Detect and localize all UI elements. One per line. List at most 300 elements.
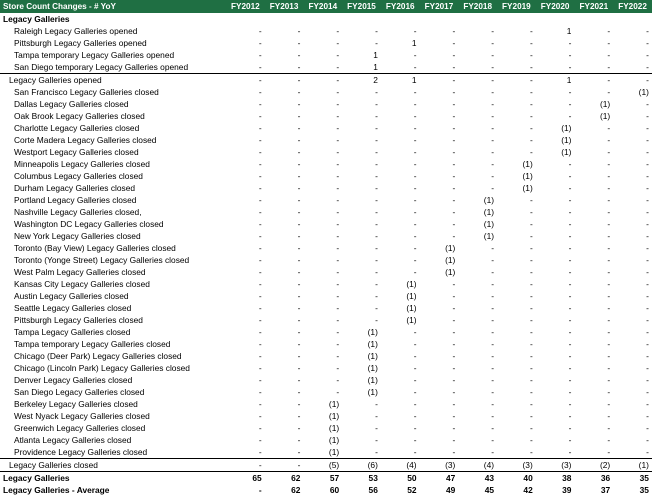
value-cell: - <box>646 99 649 109</box>
value-cell: - <box>297 243 301 253</box>
value-cell: - <box>297 87 301 97</box>
value-cell: 53 <box>342 472 381 485</box>
value-cell: (1) <box>328 435 340 445</box>
value-cell: - <box>336 303 340 313</box>
value-cell: - <box>646 171 649 181</box>
row-label: West Nyack Legacy Galleries closed <box>14 411 150 421</box>
value-cell: (1) <box>367 363 378 373</box>
value-cell: - <box>491 50 495 60</box>
value-cell: - <box>491 303 495 313</box>
value-cell: - <box>607 411 611 421</box>
value-cell: 1 <box>536 74 575 87</box>
value-cell: - <box>607 38 611 48</box>
value-cell: - <box>452 159 456 169</box>
value-cell: (1) <box>445 267 456 277</box>
value-cell: - <box>613 74 652 87</box>
row-label: Legacy Galleries closed <box>0 459 226 472</box>
value-cell: - <box>529 62 533 72</box>
closing-row <box>0 350 652 362</box>
year-header: FY2015 <box>342 0 381 13</box>
closing-row <box>0 98 652 110</box>
value-cell: - <box>258 207 262 217</box>
year-header: FY2014 <box>303 0 342 13</box>
value-cell: - <box>413 447 417 457</box>
value-cell: - <box>258 423 262 433</box>
value-cell: - <box>258 315 262 325</box>
value-cell: - <box>336 351 340 361</box>
value-cell: - <box>452 327 456 337</box>
value-cell: (4) <box>458 459 497 472</box>
value-cell: - <box>646 50 649 60</box>
value-cell: - <box>646 423 649 433</box>
year-header: FY2020 <box>536 0 575 13</box>
value-cell: - <box>413 411 417 421</box>
value-cell: - <box>607 291 611 301</box>
value-cell: - <box>258 399 262 409</box>
row-label: Chicago (Deer Park) Legacy Galleries closed <box>14 351 182 361</box>
closing-row <box>0 422 652 434</box>
closing-row <box>0 158 652 170</box>
value-cell: - <box>529 243 533 253</box>
value-cell: (1) <box>367 351 378 361</box>
value-cell: - <box>607 231 611 241</box>
year-header: FY2012 <box>226 0 265 13</box>
value-cell: - <box>258 447 262 457</box>
value-cell: - <box>413 423 417 433</box>
value-cell: - <box>491 447 495 457</box>
value-cell: - <box>529 99 533 109</box>
value-cell: - <box>607 87 611 97</box>
value-cell: - <box>297 147 301 157</box>
value-cell: - <box>607 363 611 373</box>
value-cell: - <box>336 363 340 373</box>
total-row <box>0 484 652 496</box>
value-cell: - <box>529 423 533 433</box>
value-cell: - <box>413 123 417 133</box>
value-cell: - <box>646 123 649 133</box>
value-cell: - <box>529 351 533 361</box>
value-cell: - <box>226 459 265 472</box>
opening-row <box>0 49 652 61</box>
value-cell: - <box>529 399 533 409</box>
value-cell: - <box>529 219 533 229</box>
row-label: Nashville Legacy Galleries closed, <box>14 207 142 217</box>
closing-row <box>0 338 652 350</box>
value-cell: - <box>458 74 497 87</box>
value-cell: 57 <box>303 472 342 485</box>
value-cell: - <box>529 411 533 421</box>
closing-row <box>0 314 652 326</box>
value-cell: - <box>452 87 456 97</box>
value-cell: - <box>375 207 378 217</box>
value-cell: (3) <box>420 459 459 472</box>
row-label: Washington DC Legacy Galleries closed <box>14 219 164 229</box>
value-cell: - <box>336 267 340 277</box>
value-cell: - <box>646 279 649 289</box>
closing-row <box>0 362 652 374</box>
row-label: Columbus Legacy Galleries closed <box>14 171 143 181</box>
value-cell: - <box>607 315 611 325</box>
value-cell: (1) <box>483 195 495 205</box>
value-cell: - <box>452 315 456 325</box>
closing-row <box>0 326 652 338</box>
value-cell: - <box>336 255 340 265</box>
row-label: Chicago (Lincoln Park) Legacy Galleries closed <box>14 363 190 373</box>
value-cell: - <box>413 183 417 193</box>
year-header: FY2017 <box>420 0 459 13</box>
value-cell: - <box>607 183 611 193</box>
value-cell: - <box>568 87 572 97</box>
value-cell: - <box>491 38 495 48</box>
value-cell: - <box>529 435 533 445</box>
closing-row <box>0 434 652 446</box>
value-cell: - <box>568 231 572 241</box>
value-cell: 36 <box>574 472 613 485</box>
value-cell: - <box>568 195 572 205</box>
value-cell: - <box>646 111 649 121</box>
value-cell: - <box>452 447 456 457</box>
value-cell: - <box>568 62 572 72</box>
value-cell: - <box>375 99 378 109</box>
value-cell: 2 <box>342 74 381 87</box>
value-cell: (1) <box>445 255 456 265</box>
row-label: Legacy Galleries <box>0 472 226 485</box>
section-row <box>0 13 652 25</box>
value-cell: - <box>646 38 649 48</box>
value-cell: - <box>297 411 301 421</box>
value-cell: - <box>413 435 417 445</box>
value-cell: - <box>413 87 417 97</box>
value-cell: (1) <box>328 423 340 433</box>
value-cell: - <box>529 363 533 373</box>
value-cell: - <box>607 375 611 385</box>
value-cell: - <box>258 387 262 397</box>
value-cell: - <box>568 375 572 385</box>
value-cell: - <box>336 111 340 121</box>
value-cell: - <box>646 327 649 337</box>
value-cell: (2) <box>574 459 613 472</box>
value-cell: (6) <box>342 459 381 472</box>
value-cell: (1) <box>561 147 572 157</box>
row-label: Raleigh Legacy Galleries opened <box>14 26 138 36</box>
value-cell: - <box>336 62 340 72</box>
value-cell: (1) <box>367 327 378 337</box>
value-cell: (1) <box>406 279 417 289</box>
value-cell: - <box>568 279 572 289</box>
value-cell: - <box>491 363 495 373</box>
value-cell: - <box>297 303 301 313</box>
value-cell: - <box>607 435 611 445</box>
value-cell: (1) <box>613 459 652 472</box>
closing-row <box>0 218 652 230</box>
value-cell: - <box>568 423 572 433</box>
value-cell: - <box>297 159 301 169</box>
value-cell: - <box>568 315 572 325</box>
value-cell: - <box>375 267 378 277</box>
closing-row <box>0 122 652 134</box>
value-cell: 50 <box>381 472 420 485</box>
value-cell: - <box>529 375 533 385</box>
value-cell: - <box>375 123 378 133</box>
value-cell: - <box>529 387 533 397</box>
value-cell: - <box>568 411 572 421</box>
value-cell: - <box>258 327 262 337</box>
value-cell: (1) <box>367 375 378 385</box>
value-cell: - <box>607 159 611 169</box>
value-cell: - <box>258 111 262 121</box>
row-label: Tampa temporary Legacy Galleries opened <box>14 50 175 60</box>
value-cell: - <box>297 171 301 181</box>
value-cell: - <box>607 267 611 277</box>
value-cell: - <box>452 423 456 433</box>
row-label: Tampa Legacy Galleries closed <box>14 327 131 337</box>
value-cell: - <box>646 339 649 349</box>
value-cell: - <box>491 279 495 289</box>
value-cell: - <box>452 99 456 109</box>
value-cell: - <box>336 219 340 229</box>
value-cell: - <box>258 62 262 72</box>
value-cell: - <box>646 447 649 457</box>
value-cell: (5) <box>303 459 342 472</box>
value-cell: - <box>568 255 572 265</box>
value-cell: - <box>607 195 611 205</box>
row-label: San Francisco Legacy Galleries closed <box>14 87 159 97</box>
value-cell: - <box>413 195 417 205</box>
value-cell: - <box>413 50 417 60</box>
closing-row <box>0 290 652 302</box>
row-label: Durham Legacy Galleries closed <box>14 183 136 193</box>
value-cell: - <box>258 147 262 157</box>
value-cell: - <box>568 183 572 193</box>
value-cell: - <box>491 135 495 145</box>
value-cell: (1) <box>406 303 417 313</box>
value-cell: - <box>265 459 304 472</box>
value-cell: - <box>452 171 456 181</box>
value-cell: - <box>375 219 378 229</box>
value-cell: (1) <box>328 411 340 421</box>
value-cell: - <box>452 38 456 48</box>
row-label: Westport Legacy Galleries closed <box>14 147 139 157</box>
value-cell: - <box>607 26 611 36</box>
value-cell: - <box>420 74 459 87</box>
table-body <box>0 13 652 496</box>
value-cell: - <box>258 50 262 60</box>
row-label: Greenwich Legacy Galleries closed <box>14 423 146 433</box>
value-cell: - <box>607 147 611 157</box>
value-cell: - <box>375 435 378 445</box>
value-cell: - <box>375 159 378 169</box>
value-cell: - <box>529 135 533 145</box>
value-cell: - <box>607 399 611 409</box>
value-cell: - <box>336 387 340 397</box>
value-cell: - <box>297 38 301 48</box>
value-cell: (1) <box>561 135 572 145</box>
value-cell: - <box>568 159 572 169</box>
value-cell: - <box>529 231 533 241</box>
value-cell: - <box>258 38 262 48</box>
value-cell: - <box>607 50 611 60</box>
closing-row <box>0 146 652 158</box>
value-cell: - <box>297 399 301 409</box>
year-header: FY2018 <box>458 0 497 13</box>
value-cell: - <box>297 279 301 289</box>
value-cell: - <box>568 447 572 457</box>
value-cell: - <box>336 171 340 181</box>
value-cell: - <box>336 123 340 133</box>
value-cell: 47 <box>420 472 459 485</box>
value-cell: - <box>375 111 378 121</box>
value-cell: 1 <box>373 50 378 60</box>
value-cell: - <box>646 315 649 325</box>
value-cell: - <box>529 279 533 289</box>
value-cell: - <box>297 447 301 457</box>
closing-row <box>0 182 652 194</box>
value-cell: - <box>607 339 611 349</box>
value-cell: - <box>375 183 378 193</box>
value-cell: - <box>529 267 533 277</box>
value-cell: - <box>607 279 611 289</box>
value-cell: - <box>297 99 301 109</box>
value-cell: - <box>452 147 456 157</box>
value-cell: - <box>258 291 262 301</box>
value-cell: 45 <box>484 485 495 495</box>
value-cell: - <box>452 26 456 36</box>
value-cell: - <box>529 195 533 205</box>
value-cell: - <box>336 375 340 385</box>
value-cell: - <box>413 219 417 229</box>
value-cell: - <box>607 387 611 397</box>
value-cell: - <box>258 339 262 349</box>
value-cell: - <box>646 219 649 229</box>
value-cell: - <box>491 423 495 433</box>
value-cell: - <box>646 387 649 397</box>
value-cell: - <box>568 327 572 337</box>
value-cell: - <box>297 183 301 193</box>
value-cell: - <box>607 62 611 72</box>
value-cell: - <box>607 135 611 145</box>
value-cell: - <box>607 255 611 265</box>
opening-row <box>0 37 652 49</box>
value-cell: - <box>529 123 533 133</box>
value-cell: - <box>529 327 533 337</box>
value-cell: - <box>568 267 572 277</box>
value-cell: - <box>297 387 301 397</box>
value-cell: 1 <box>566 26 572 36</box>
header-row <box>0 0 652 13</box>
row-label: Legacy Galleries - Average <box>3 485 110 495</box>
value-cell: - <box>375 303 378 313</box>
row-label: Kansas City Legacy Galleries closed <box>14 279 150 289</box>
value-cell: 60 <box>329 485 340 495</box>
value-cell: - <box>491 147 495 157</box>
value-cell: - <box>529 291 533 301</box>
value-cell: - <box>336 279 340 289</box>
value-cell: - <box>491 351 495 361</box>
row-label: Oak Brook Legacy Galleries closed <box>14 111 145 121</box>
value-cell: - <box>258 99 262 109</box>
value-cell: - <box>258 255 262 265</box>
value-cell: - <box>529 255 533 265</box>
value-cell: - <box>646 207 649 217</box>
value-cell: - <box>258 183 262 193</box>
value-cell: - <box>646 291 649 301</box>
closing-row <box>0 134 652 146</box>
value-cell: - <box>258 159 262 169</box>
value-cell: - <box>297 123 301 133</box>
value-cell: - <box>607 423 611 433</box>
value-cell: - <box>607 243 611 253</box>
value-cell: 56 <box>368 485 378 495</box>
value-cell: - <box>452 183 456 193</box>
value-cell: - <box>297 111 301 121</box>
row-label: San Diego Legacy Galleries closed <box>14 387 145 397</box>
value-cell: - <box>297 291 301 301</box>
row-label: Toronto (Yonge Street) Legacy Galleries closed <box>14 255 190 265</box>
value-cell: - <box>568 303 572 313</box>
value-cell: - <box>258 26 262 36</box>
row-label: Corte Madera Legacy Galleries closed <box>14 135 157 145</box>
value-cell: - <box>529 87 533 97</box>
value-cell: (1) <box>328 447 340 457</box>
value-cell: 62 <box>291 485 301 495</box>
value-cell: (1) <box>522 171 533 181</box>
value-cell: - <box>336 327 340 337</box>
value-cell: - <box>297 267 301 277</box>
closing-row <box>0 374 652 386</box>
value-cell: - <box>568 399 572 409</box>
value-cell: 35 <box>613 472 652 485</box>
value-cell: - <box>258 435 262 445</box>
value-cell: - <box>297 26 301 36</box>
value-cell: - <box>646 399 649 409</box>
row-label: Tampa temporary Legacy Galleries closed <box>14 339 171 349</box>
value-cell: - <box>265 74 304 87</box>
value-cell: - <box>336 147 340 157</box>
value-cell: - <box>336 195 340 205</box>
value-cell: - <box>336 231 340 241</box>
value-cell: - <box>646 195 649 205</box>
value-cell: - <box>452 279 456 289</box>
row-label: Legacy Galleries opened <box>0 74 226 87</box>
value-cell: - <box>452 351 456 361</box>
value-cell: - <box>336 87 340 97</box>
value-cell: - <box>375 135 378 145</box>
value-cell: - <box>297 255 301 265</box>
opening-row <box>0 61 652 74</box>
value-cell: - <box>607 207 611 217</box>
value-cell: - <box>491 375 495 385</box>
value-cell: 1 <box>373 62 378 72</box>
value-cell: - <box>258 123 262 133</box>
value-cell: - <box>568 111 572 121</box>
value-cell: - <box>375 447 378 457</box>
closing-row <box>0 86 652 98</box>
value-cell: - <box>529 38 533 48</box>
value-cell: - <box>568 387 572 397</box>
closings-subtotal-row <box>0 459 652 472</box>
value-cell: - <box>413 387 417 397</box>
value-cell: (3) <box>536 459 575 472</box>
value-cell: - <box>452 411 456 421</box>
value-cell: - <box>646 267 649 277</box>
value-cell: - <box>375 195 378 205</box>
value-cell: 65 <box>226 472 265 485</box>
value-cell: - <box>646 375 649 385</box>
closing-row <box>0 242 652 254</box>
value-cell: - <box>646 243 649 253</box>
value-cell: - <box>607 219 611 229</box>
value-cell: 62 <box>265 472 304 485</box>
